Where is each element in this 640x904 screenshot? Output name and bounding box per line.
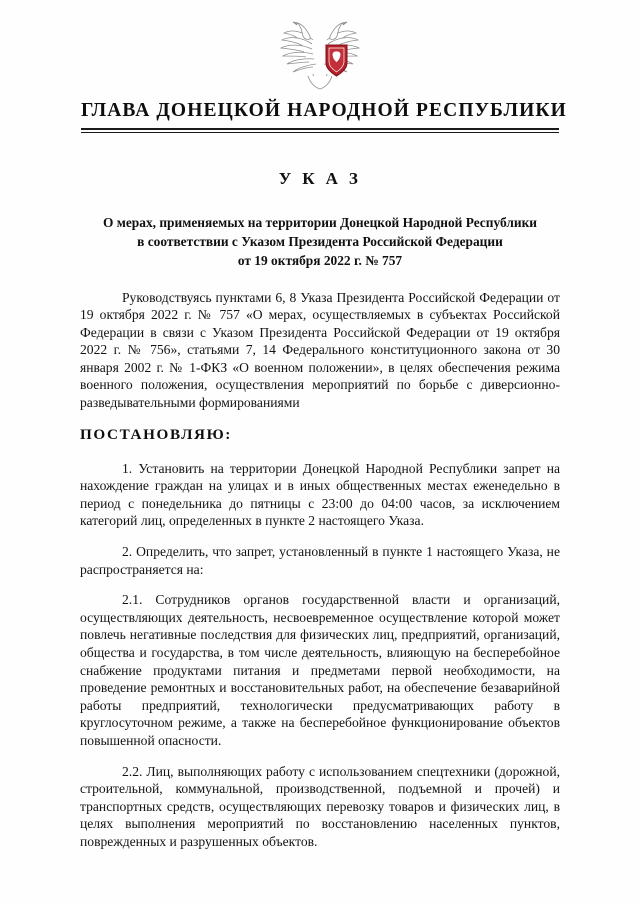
header-block [81,100,567,133]
clause-2-2: 2.2. Лиц, выполняющих работу с использованием спецтехники (дорожной, строительной, коммунальной, производственной, подъемной и прочей) и транспортных средств, осуществляющих перевозку товаров и физических лиц, в целях выполнения мероприятий по восстановлению населенных пунктов, поврежденных и разрушенных объектов. [80,763,560,849]
document-body [80,271,560,851]
document-type-heading: У К А З [278,169,362,189]
subject-line-2: в соответствии с Указом Президента Российской Федерации [137,234,503,250]
document-subject [80,213,560,270]
subject-line-1: О мерах, применяемых на территории Донецкой Народной Республики [102,215,538,231]
page-title: ГЛАВА ДОНЕЦКОЙ НАРОДНОЙ РЕСПУБЛИКИ [81,100,567,121]
preamble-paragraph: Руководствуясь пунктами 6, 8 Указа Президента Российской Федерации от 19 октября 2022 г. № 757 «О мерах, осуществляемых в субъектах Российской Федерации в связи с Указом Президента Российской Федерации от 19 октября 2022 г. № 756», статьями 7, 14 Федерального конституционного закона от 30 января 2002 г. № 1-ФКЗ «О военном положении», в целях обеспечения режима военного положения, осуществления мероприятий по борьбе с диверсионно-разведывательными формированиями [80,289,560,411]
resolve-heading: ПОСТАНОВЛЯЮ: [80,425,232,443]
header-divider [81,128,559,133]
clause-2-1: 2.1. Сотрудников органов государственной власти и организаций, осуществляющих деятельность, несвоевременное осуществление которой может повлечь негативные последствия для физических лиц, предприятий, организаций, общества и государства, в том числе деятельность, влияющую на бесперебойное снабжение продуктами питания и предметами первой необходимости, на проведение ремонтных и восстановительных работ, на обеспечение безаварийной работы предприятий, технологически предусматривающих работу в круглосуточном режиме, а также на бесперебойное функционирование объектов повышенной опасности. [80,592,560,748]
clause-1: 1. Установить на территории Донецкой Народной Республики запрет на нахождение граждан на улицах и в иных общественных местах еженедельно в период с понедельника до пятницы с 23:00 до 04:00 часов, за исключением категорий лиц, определенных в пункте 2 настоящего Указа. [80,460,560,529]
shield-icon [326,45,347,76]
coat-of-arms-icon [274,14,366,94]
emblem-container [0,0,640,94]
subject-line-3: от 19 октября 2022 г. № 757 [237,253,403,269]
clause-2: 2. Определить, что запрет, установленный в пункте 1 настоящего Указа, не распространяется на: [80,544,560,577]
